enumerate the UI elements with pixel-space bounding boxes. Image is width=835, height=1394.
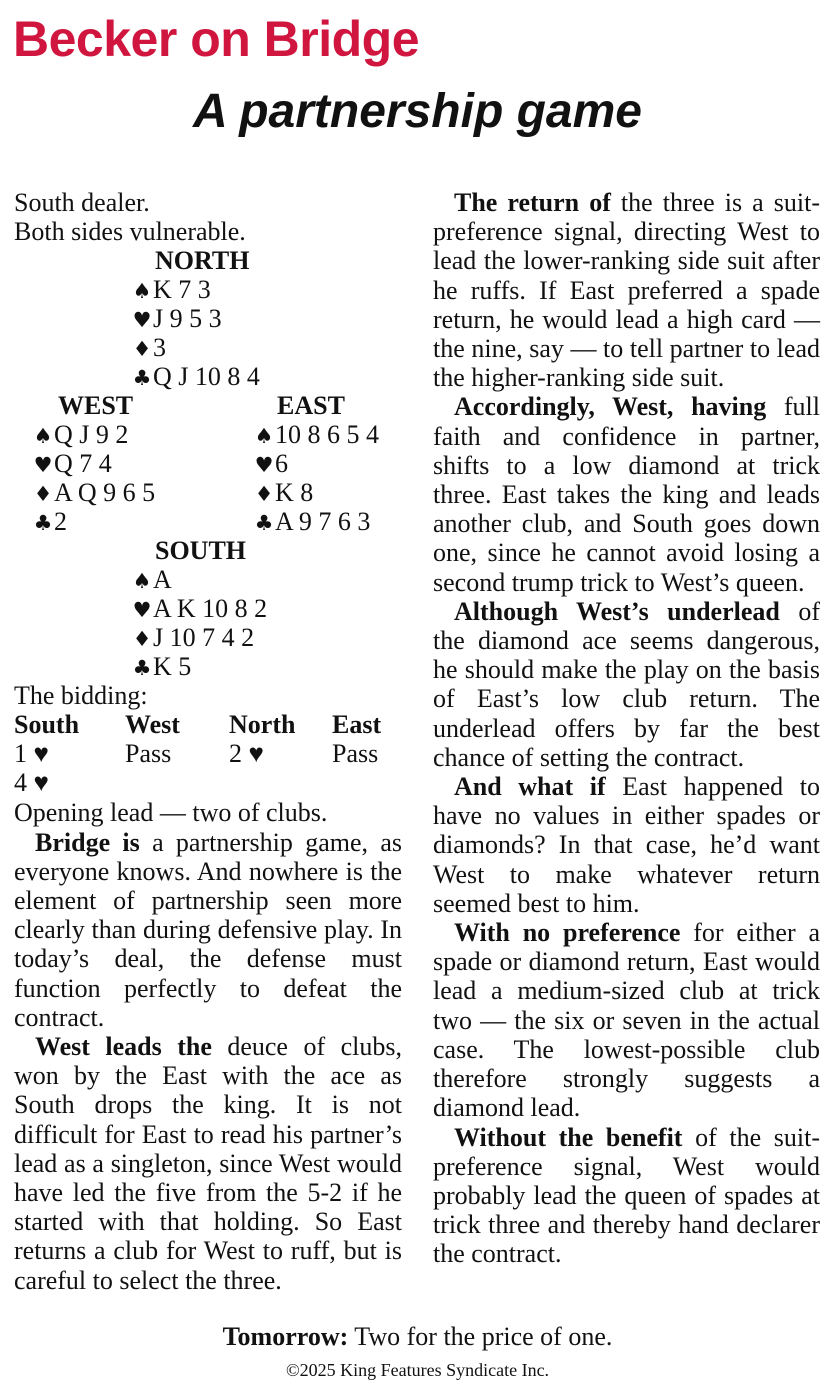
north-hearts: ♥J 9 5 3 [131,304,222,335]
west-diamonds: ♦A Q 9 6 5 [32,478,155,509]
club-icon: ♣ [132,656,152,681]
heart-icon: ♥ [132,598,152,623]
heart-icon: ♥ [33,453,53,478]
spade-icon: ♠ [33,424,53,449]
club-icon: ♣ [33,511,53,536]
diamond-icon: ♦ [254,482,274,507]
west-clubs: ♣2 [32,507,67,538]
bidding-header-west: West [125,710,180,740]
club-icon: ♣ [254,511,274,536]
north-diamonds: ♦3 [131,333,166,364]
east-spades: ♠10 8 6 5 4 [253,420,379,451]
east-clubs: ♣A 9 7 6 3 [253,507,370,538]
west-hearts: ♥Q 7 4 [32,449,112,480]
article-headline: A partnership game [193,85,642,138]
bid-south-2: 4 ♥ [14,768,49,798]
east-label: EAST [277,391,345,421]
paragraph: Bridge is a partnership game, as everyone knows. And nowhere is the element of partnership seen more clearly than during defensive play. In today’s deal, the defense must function perfectly to defeat the contract. West leads the deuce of clubs, won by the East with the ace as South drops the king. It is not difficult for East to read his partner’s lead as a singleton, since West would have led the five from the 5-2 if he started with that holding. So East returns a club for West to ruff, but is careful to select the three. [14,827,402,1295]
south-diamonds: ♦J 10 7 4 2 [131,623,254,654]
bid-north-1: 2 ♥ [229,739,264,769]
heart-icon: ♥ [132,308,152,333]
north-clubs: ♣Q J 10 8 4 [131,362,260,393]
spade-icon: ♠ [132,279,152,304]
diamond-icon: ♦ [33,482,53,507]
bid-south-1: 1 ♥ [14,739,49,769]
deal-diagram [14,246,402,739]
spade-icon: ♠ [132,569,152,594]
bidding-table [14,710,402,798]
dealer-info: South dealer. [14,188,150,217]
south-hearts: ♥A K 10 8 2 [131,594,267,625]
south-spades: ♠A [131,565,172,596]
tomorrow-text: Two for the price of one. [348,1322,613,1351]
diamond-icon: ♦ [132,627,152,652]
bidding-title: The bidding: [14,681,148,711]
paragraph: The return of the three is a suit-preference signal, directing West to lead the lower-ranking side suit after he ruffs. If East preferred a spade return, he would lead a high card — the nine, say — to tell partner to lead the higher-ranking side suit. Accordingly, West, having full faith and confidence in partner, shifts to a low diamond at trick three. East takes the king and leads another club, and South goes down one, since he cannot avoid losing a second trump trick to West’s queen. Although West’s underlead of the diamond ace seems dangerous, he should make the play on the basis of East’s low club return. The underlead offers by far the best chance of setting the contract. And what if East happened to have no values in either spades or diamonds? In that case, he’d want West to make whatever return seemed best to him. With no preference for either a spade or diamond return, East would lead a medium-sized club at trick two — the six or seven in the actual case. The lowest-possible club therefore strongly suggests a diamond lead. Without the benefit of the suit-preference signal, West would probably lead the queen of spades at trick three and thereby hand declarer the contract. [433,188,820,1269]
left-column [14,188,402,1295]
bid-east-1: Pass [332,739,379,769]
copyright-notice: ©2025 King Features Syndicate Inc. [285,1360,550,1380]
east-diamonds: ♦K 8 [253,478,313,509]
north-spades: ♠K 7 3 [131,275,211,306]
opening-lead: Opening lead — two of clubs. [14,798,328,828]
vulnerability-info: Both sides vulnerable. [14,217,246,247]
club-icon: ♣ [132,366,152,391]
heart-icon: ♥ [254,453,274,478]
bidding-header-south: South [14,710,80,740]
right-column [433,188,820,1269]
south-label: SOUTH [155,536,247,566]
column-masthead: Becker on Bridge [13,11,420,67]
east-hearts: ♥6 [253,449,288,480]
north-label: NORTH [155,246,250,276]
west-spades: ♠Q J 9 2 [32,420,128,451]
spade-icon: ♠ [254,424,274,449]
bidding-header-north: North [229,710,296,740]
tomorrow-label: Tomorrow: [222,1322,349,1351]
diamond-icon: ♦ [132,337,152,362]
bid-west-1: Pass [125,739,172,769]
west-label: WEST [58,391,134,421]
south-clubs: ♣K 5 [131,652,191,683]
tomorrow-teaser [0,1322,835,1352]
bidding-header-east: East [332,710,382,740]
